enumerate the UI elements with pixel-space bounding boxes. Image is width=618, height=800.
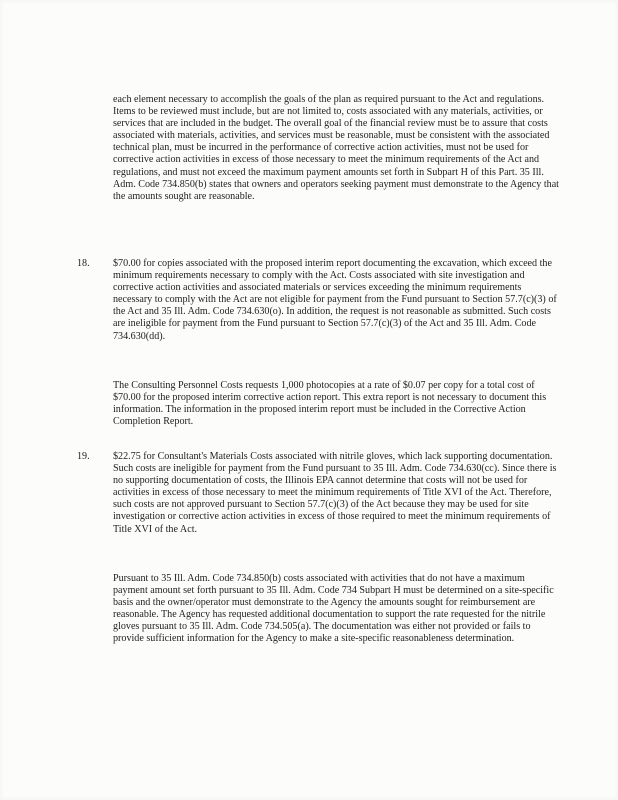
item-number-19: 19. [77,451,90,462]
intro-paragraph: each element necessary to accomplish the goals of the plan as required pursuant to the Act and regulations. Items to be reviewed must include, but are not limited to, costs associated with any materials, activities, or services that are included in the budget. The overall goal of the financial review must be to assure that costs associated with materials, activities, and services must be reasonable, must be consistent with the associated technical plan, must be incurred in the performance of corrective action activities, must not be used for corrective action activities in excess of those necessary to meet the minimum requirements of the Act and regulations, and must not exceed the maximum payment amounts set forth in Subpart H of this Part. 35 Ill. Adm. Code 734.850(b) states that owners and operators seeking payment must demonstrate to the Agency that the amounts sought are reasonable. [113,94,559,202]
item-18-paragraph-2: The Consulting Personnel Costs requests 1,000 photocopies at a rate of $0.07 per copy for a total cost of $70.00 for the proposed interim corrective action report. This extra report is not necessary to document this information. The information in the proposed interim report must be included in the Corrective Action Completion Report. [113,380,547,428]
item-number-18: 18. [77,258,90,269]
item-18-paragraph-1: $70.00 for copies associated with the proposed interim report documenting the excavation, which exceed the minimum requirements necessary to comply with the Act. Costs associated with site investigation and corrective action activities and associated materials or services exceeding the minimum requirements necessary to comply with the Act are not eligible for payment from the Fund pursuant to Section 57.7(c)(3) of the Act and 35 Ill. Adm. Code 734.630(o). In addition, the request is not reasonable as submitted. Such costs are ineligible for payment from the Fund pursuant to Section 57.7(c)(3) of the Act and 35 Ill. Adm. Code 734.630(dd). [113,258,557,342]
item-19-paragraph-1: $22.75 for Consultant's Materials Costs associated with nitrile gloves, which lack supporting documentation. Such costs are ineligible for payment from the Fund pursuant to 35 Ill. Adm. Code 734.630(cc). Since there is no supporting documentation of costs, the Illinois EPA cannot determine that costs will not be used for activities in excess of those necessary to meet the minimum requirements of Title XVI of the Act. Therefore, such costs are not approved pursuant to Section 57.7(c)(3) of the Act because they may be used for site investigation or corrective action activities in excess of those required to meet the minimum requirements of Title XVI of the Act. [113,451,557,535]
item-19-paragraph-2: Pursuant to 35 Ill. Adm. Code 734.850(b) costs associated with activities that do not have a maximum payment amount set forth pursuant to 35 Ill. Adm. Code 734 Subpart H must be determined on a site-specific basis and the owner/operator must demonstrate to the Agency the amounts sought for reimbursement are reasonable. The Agency has requested additional documentation to support the rate requested for the nitrile gloves pursuant to 35 Ill. Adm. Code 734.505(a). The documentation was either not provided or fails to provide sufficient information for the Agency to make a site-specific reasonableness determination. [113,573,554,645]
